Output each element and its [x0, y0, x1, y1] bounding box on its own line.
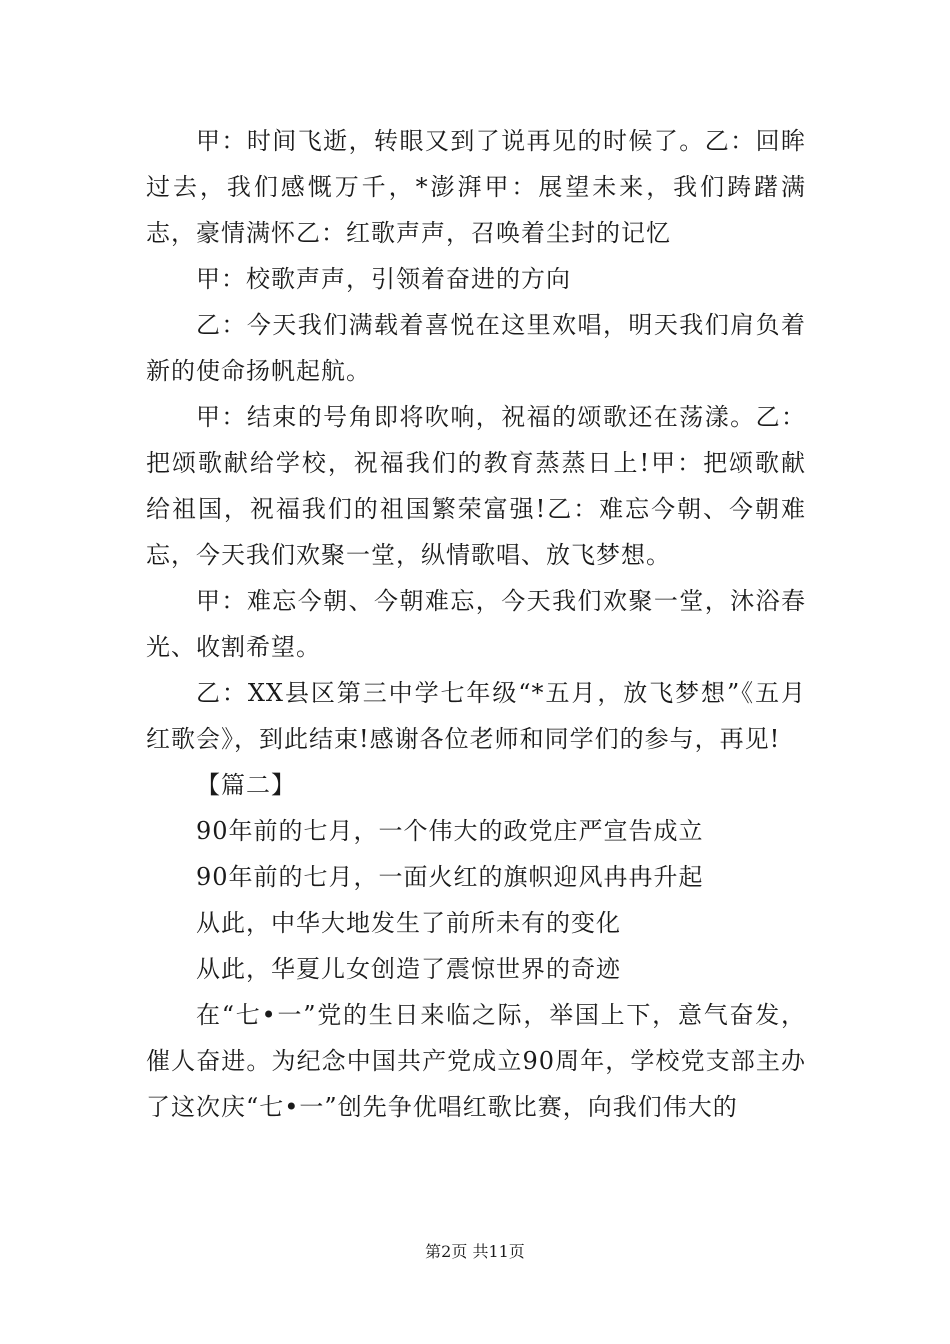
paragraph: 甲：校歌声声，引领着奋进的方向: [196, 265, 571, 293]
paragraph: 从此，华夏儿女创造了震惊世界的奇迹: [196, 955, 621, 983]
paragraph: 从此，中华大地发生了前所未有的变化: [196, 909, 621, 937]
paragraph: 甲：难忘今朝、今朝难忘，今天我们欢聚一堂，沐浴春光、收割希望。: [146, 587, 806, 661]
paragraph: 甲：结束的号角即将吹响，祝福的颂歌还在荡漾。乙：把颂歌献给学校，祝福我们的教育蒸蒸日上!甲：把颂歌献给祖国，祝福我们的祖国繁荣富强!乙：难忘今朝、今朝难忘，今天我们欢聚一堂，纵情歌唱、放飞梦想。: [146, 403, 806, 569]
paragraph: 甲：时间飞逝，转眼又到了说再见的时候了。乙：回眸过去，我们感慨万千，*澎湃甲：展望未来，我们踌躇满志，豪情满怀乙：红歌声声，召唤着尘封的记忆: [146, 127, 806, 247]
paragraph: 90年前的七月，一个伟大的政党庄严宣告成立: [196, 817, 704, 845]
paragraph: 90年前的七月，一面火红的旗帜迎风冉冉升起: [196, 863, 704, 891]
paragraph: 乙：XX县区第三中学七年级“*五月，放飞梦想”《五月红歌会》，到此结束!感谢各位老师和同学们的参与，再见!: [146, 679, 806, 753]
document-body: [146, 118, 806, 1130]
paragraph: 在“七•一”党的生日来临之际，举国上下，意气奋发，催人奋进。为纪念中国共产党成立90周年，学校党支部主办了这次庆“七•一”创先争优唱红歌比赛，向我们伟大的: [146, 1001, 806, 1121]
section-heading: 【篇二】: [196, 771, 296, 799]
paragraph: 乙：今天我们满载着喜悦在这里欢唱，明天我们肩负着新的使命扬帆起航。: [146, 311, 806, 385]
page-number-footer: 第2页 共11页: [425, 1242, 525, 1261]
